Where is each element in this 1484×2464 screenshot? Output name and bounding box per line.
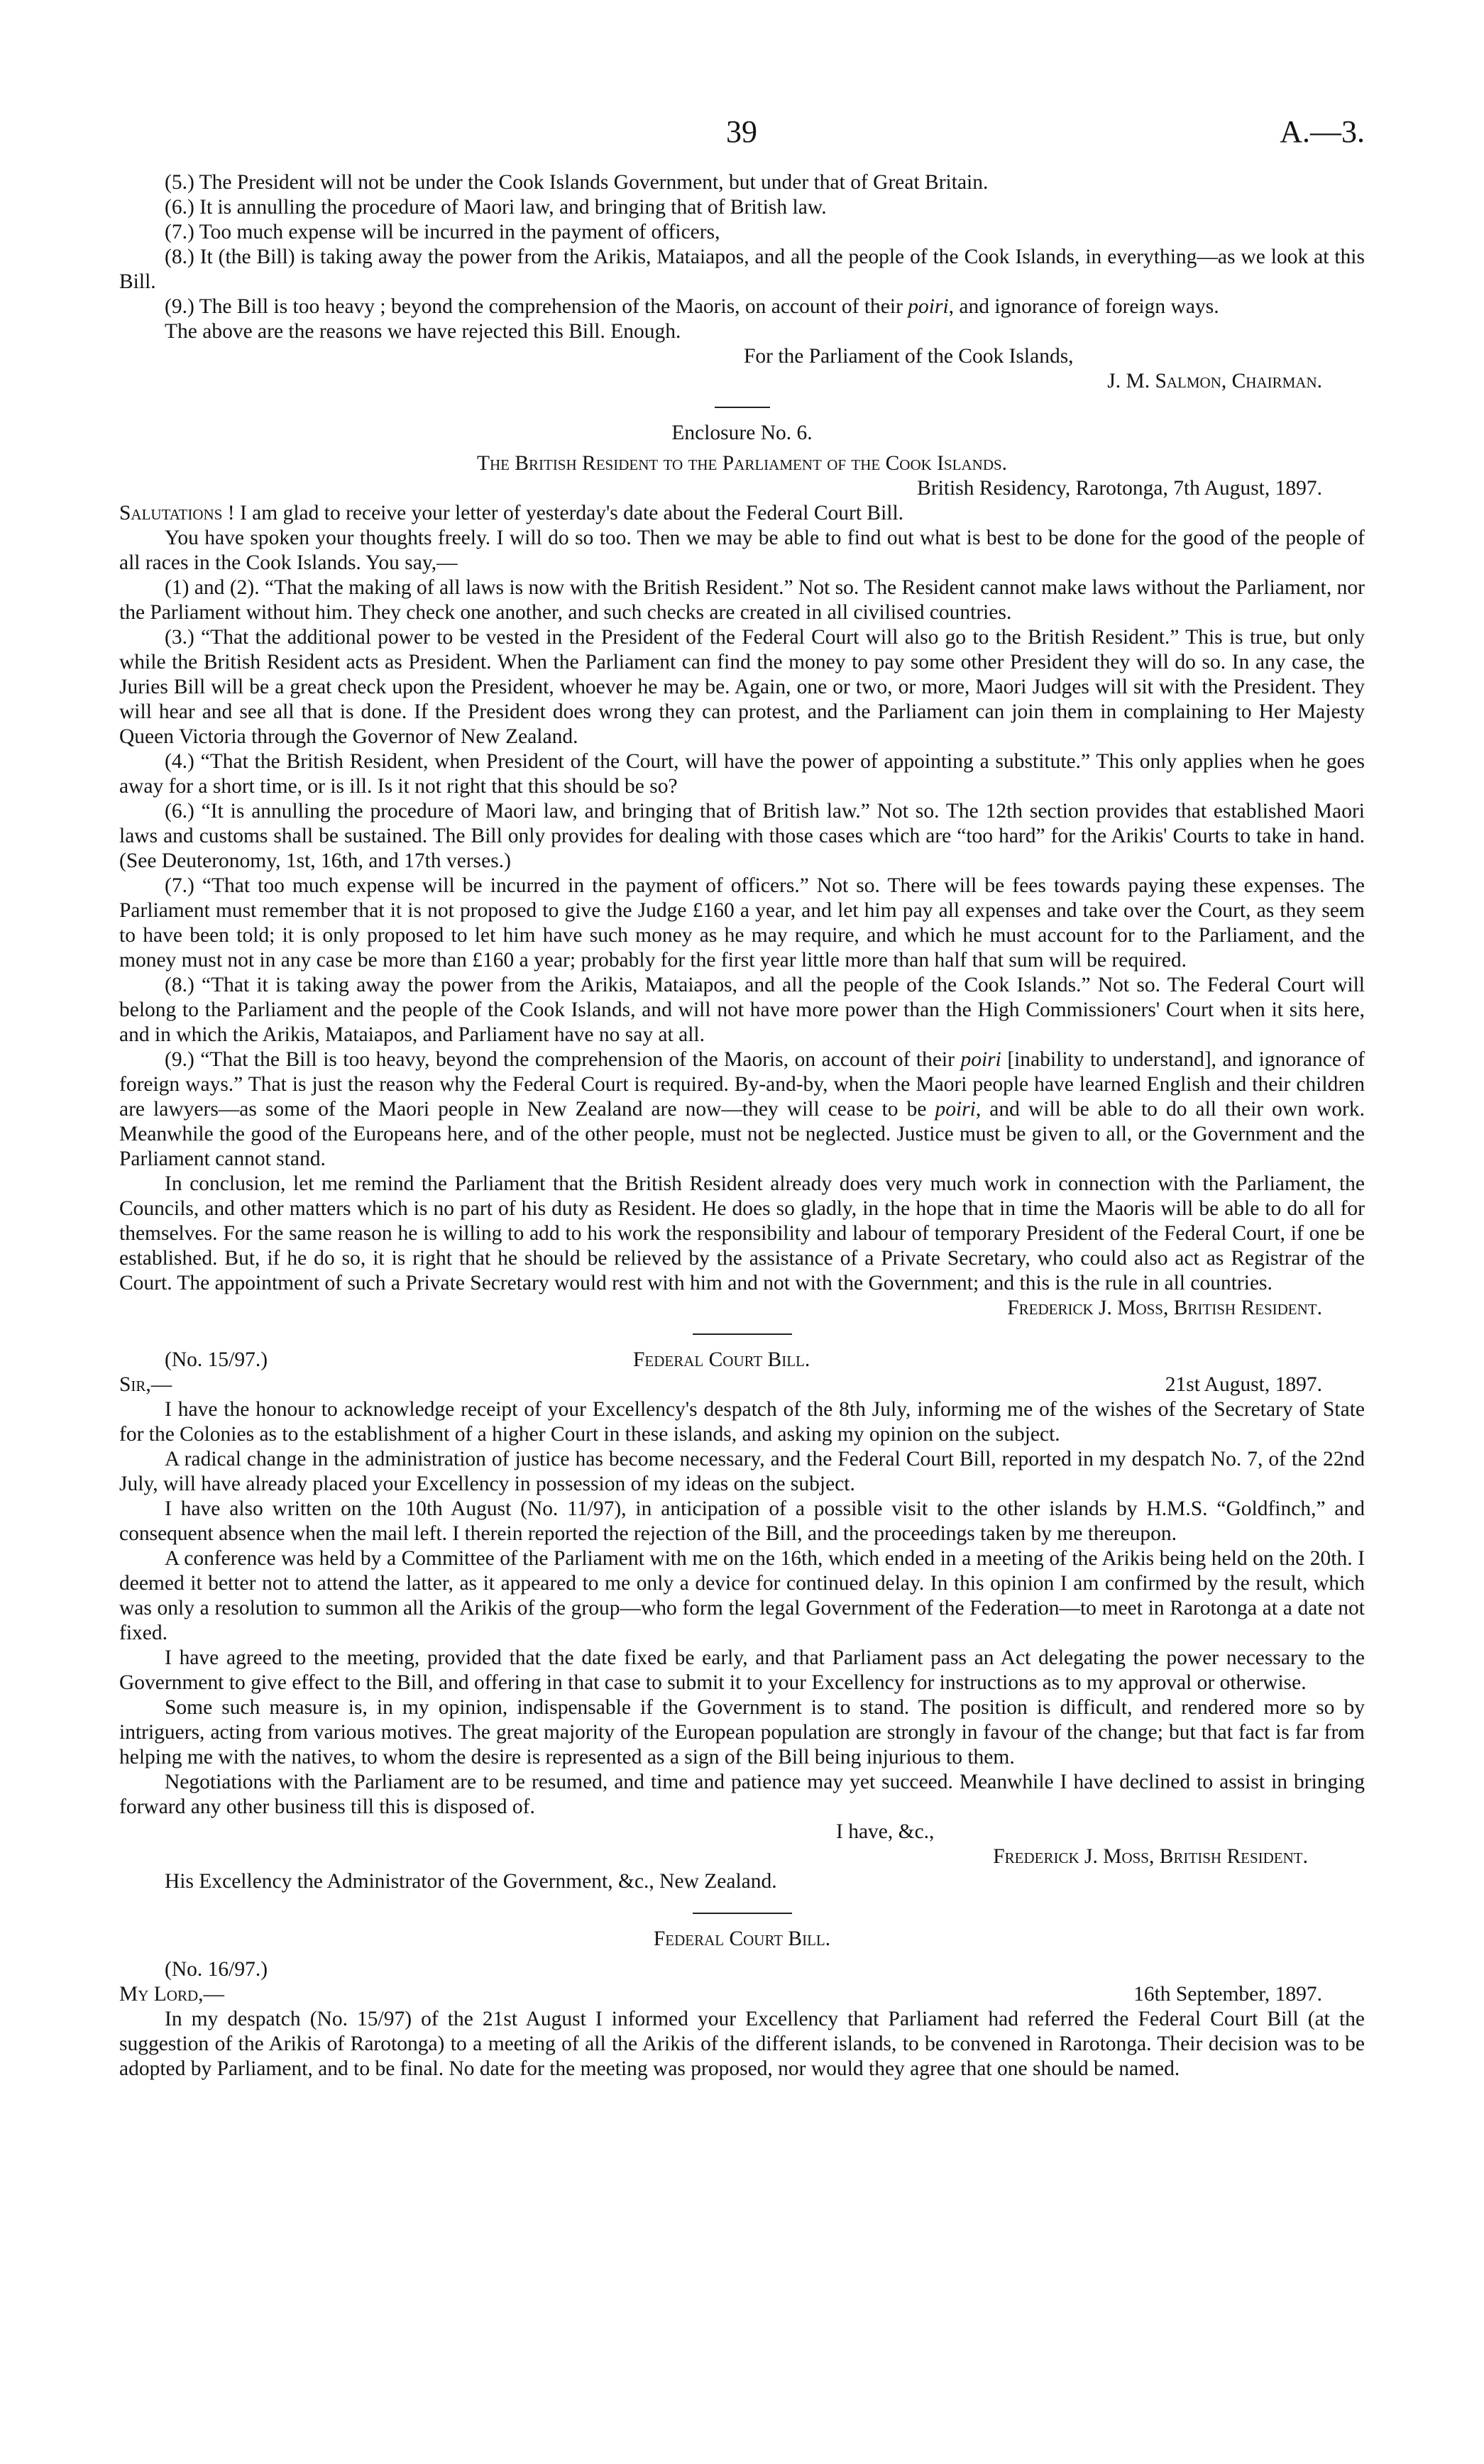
- section-divider: [693, 1333, 792, 1335]
- body-paragraph: A radical change in the administration of justice has become necessary, and the Federal Court Bill, reported in my despatch No. 7, of the 22nd July, will have already placed your Excellency in possession of my ideas on the subject.: [119, 1448, 1365, 1495]
- enclosure-subtitle: The British Resident to the Parliament of the Cook Islands.: [476, 452, 1008, 475]
- parliament-reasons-section: [119, 170, 1365, 394]
- body-paragraph: I have agreed to the meeting, provided that the date fixed be early, and that Parliament pass an Act delegating the power necessary to the Government to give effect to the Bill, and offering in that case to submit it to your Excellency for instructions as to my approval or otherwise.: [119, 1646, 1365, 1694]
- letter-16-97: [119, 1927, 1365, 2081]
- body-paragraph: (7.) “That too much expense will be incurred in the payment of officers.” Not so. There will be fees towards paying these expenses. The Parliament must remember that it is not proposed to give the Judge £160 a year, and let him pay all expenses and take over the Court, as they seem to have been told; it is only proposed to let him have such money as he may require, and which he must account for to the Parliament, and the money must not in any case be more than £160 a year; probably for the first year little more than half that sum will be required.: [119, 874, 1365, 972]
- enclosure-title: Enclosure No. 6.: [671, 422, 813, 444]
- closing-line: The above are the reasons we have rejected this Bill. Enough.: [165, 320, 681, 343]
- reason-item: (9.) The Bill is too heavy ; beyond the comprehension of the Maoris, on account of their poiri, and ignorance of foreign ways.: [165, 295, 1219, 318]
- enclosure-dateline: British Residency, Rarotonga, 7th August, 1897.: [917, 477, 1322, 500]
- letter-date: 21st August, 1897.: [1165, 1373, 1322, 1396]
- reason-item: (5.) The President will not be under the Cook Islands Government, but under that of Great Britain.: [165, 171, 989, 194]
- closing-line: I have, &c.,: [836, 1820, 935, 1843]
- document-reference: A.—3.: [1280, 114, 1365, 149]
- letter-15-97: [119, 1348, 1365, 1894]
- reason-item: (8.) It (the Bill) is taking away the power from the Arikis, Mataiapos, and all the people of the Cook Islands, in everything—as we look at this Bill.: [119, 246, 1365, 293]
- signature: Frederick J. Moss, British Resident.: [1007, 1297, 1322, 1319]
- body-paragraph: (6.) “It is annulling the procedure of Maori law, and bringing that of British law.” Not so. The 12th section provides that established Maori laws and customs shall be sustained. The Bill only provides for dealing with those cases which are “too hard” for the Arikis' Courts to take in hand. (See Deuteronomy, 1st, 16th, and 17th verses.): [119, 800, 1365, 872]
- section-divider: [693, 1913, 792, 1914]
- addressee: His Excellency the Administrator of the Government, &c., New Zealand.: [165, 1870, 777, 1893]
- body-paragraph: In conclusion, let me remind the Parliament that the British Resident already does very much work in connection with the Parliament, the Councils, and other matters which is no part of his duty as Resident. He does so gladly, in the hope that in time the Maoris will be able to do all for themselves. For the same reason he is willing to add to his work the responsibility and labour of temporary President of the Federal Court, if one be established. But, if he do so, it is right that he should be relieved by the assistance of a Private Secretary, who could also act as Registrar of the Court. The appointment of such a Private Secretary would rest with him and not with the Government; and this is the rule in all countries.: [119, 1172, 1365, 1294]
- document-page: [119, 0, 1365, 2081]
- letter-number: (No. 15/97.): [165, 1348, 268, 1371]
- letter-title: Federal Court Bill.: [633, 1348, 810, 1371]
- letter-title: Federal Court Bill.: [653, 1927, 831, 1950]
- reason-item: (6.) It is annulling the procedure of Maori law, and bringing that of British law.: [165, 196, 827, 219]
- body-paragraph: (3.) “That the additional power to be vested in the President of the Federal Court will also go to the British Resident.” This is true, but only while the British Resident acts as President. When the Parliament can find the money to pay some other President they will do so. In any case, the Juries Bill will be a great check upon the President, whoever he may be. Again, one or two, or more, Maori Judges will sit with the President. They will hear and see all that is done. If the President does wrong they can protest, and the Parliament can join them in complaining to Her Majesty Queen Victoria through the Governor of New Zealand.: [119, 626, 1365, 748]
- body-paragraph: Negotiations with the Parliament are to be resumed, and time and patience may yet succeed. Meanwhile I have declined to assist in bringing forward any other business till this is disposed of.: [119, 1771, 1365, 1818]
- body-paragraph: (4.) “That the British Resident, when President of the Court, will have the power of appointing a substitute.” This only applies when he goes away for a short time, or is ill. Is it not right that this should be so?: [119, 750, 1365, 798]
- section-divider: [715, 407, 770, 408]
- page-header: [119, 0, 1365, 170]
- letter-number: (No. 16/97.): [165, 1958, 268, 1981]
- body-paragraph: In my despatch (No. 15/97) of the 21st August I informed your Excellency that Parliament had referred the Federal Court Bill (at the suggestion of the Arikis of Rarotonga) to a meeting of all the Arikis of the different islands, to be convened in Rarotonga. Their decision was to be adopted by Parliament, and to be final. No date for the meeting was proposed, nor would they agree that one should be named.: [119, 2008, 1365, 2080]
- body-paragraph: A conference was held by a Committee of the Parliament with me on the 16th, which ended in a meeting of the Arikis being held on the 20th. I deemed it better not to attend the latter, as it appeared to me only a device for continued delay. In this opinion I am confirmed by the result, which was only a resolution to summon all the Arikis of the group—who form the legal Government of the Federation—to meet in Rarotonga at a date not fixed.: [119, 1547, 1365, 1644]
- body-paragraph: (9.) “That the Bill is too heavy, beyond the comprehension of the Maoris, on account of their poiri [inability to understand], and ignorance of foreign ways.” That is just the reason why the Federal Court is required. By-and-by, when the Maori people have learned English and their children are lawyers—as some of the Maori people in New Zealand are now—they will cease to be poiri, and will be able to do all their own work. Meanwhile the good of the Europeans here, and of the other people, must not be neglected. Justice must be given to all, or the Government and the Parliament cannot stand.: [119, 1048, 1365, 1170]
- page-number: 39: [726, 114, 757, 149]
- letter-date: 16th September, 1897.: [1133, 1983, 1322, 2006]
- salutation: Sir,—: [119, 1373, 172, 1396]
- body-paragraph: I have the honour to acknowledge receipt of your Excellency's despatch of the 8th July, informing me of the wishes of the Secretary of State for the Colonies as to the establishment of a higher Court in these islands, and asking my opinion on the subject.: [119, 1398, 1365, 1446]
- body-paragraph: You have spoken your thoughts freely. I will do so too. Then we may be able to find out what is best to be done for the good of the people of all races in the Cook Islands. You say,—: [119, 527, 1365, 574]
- sign-line: For the Parliament of the Cook Islands,: [744, 345, 1074, 368]
- reason-item: (7.) Too much expense will be incurred in the payment of officers,: [165, 221, 720, 243]
- salutation-row: [119, 1373, 1365, 1397]
- salutation-row: [119, 1982, 1365, 2007]
- body-paragraph: (8.) “That it is taking away the power from the Arikis, Mataiapos, and all the people of the Cook Islands.” Not so. The Federal Court will belong to the Parliament and the people of the Cook Islands, and will not have more power than the High Commissioners' Court when it sits here, and in which the Arikis, Mataiapos, and Parliament have no say at all.: [119, 974, 1365, 1046]
- enclosure-6: [119, 421, 1365, 1321]
- salutation: My Lord,—: [119, 1983, 225, 2006]
- body-paragraph: I have also written on the 10th August (No. 11/97), in anticipation of a possible visit to the other islands by H.M.S. “Goldfinch,” and consequent absence when the mail left. I therein reported the rejection of the Bill, and the proceedings taken by me thereupon.: [119, 1497, 1365, 1545]
- letter-header-row: [119, 1348, 1365, 1373]
- body-paragraph: Some such measure is, in my opinion, indispensable if the Government is to stand. The position is difficult, and rendered more so by intriguers, acting from various motives. The great majority of the European population are strongly in favour of the change; but that fact is far from helping me with the natives, to whom the desire is represented as a sign of the Bill being injurious to them.: [119, 1696, 1365, 1769]
- signature: Frederick J. Moss, British Resident.: [993, 1845, 1308, 1868]
- body-paragraph: (1) and (2). “That the making of all laws is now with the British Resident.” Not so. The Resident cannot make laws without the Parliament, nor the Parliament without him. They check one another, and such checks are created in all civilised countries.: [119, 576, 1365, 624]
- salutation-paragraph: Salutations ! I am glad to receive your letter of yesterday's date about the Federal Court Bill.: [119, 502, 904, 524]
- signatory: J. M. Salmon, Chairman.: [1107, 370, 1322, 392]
